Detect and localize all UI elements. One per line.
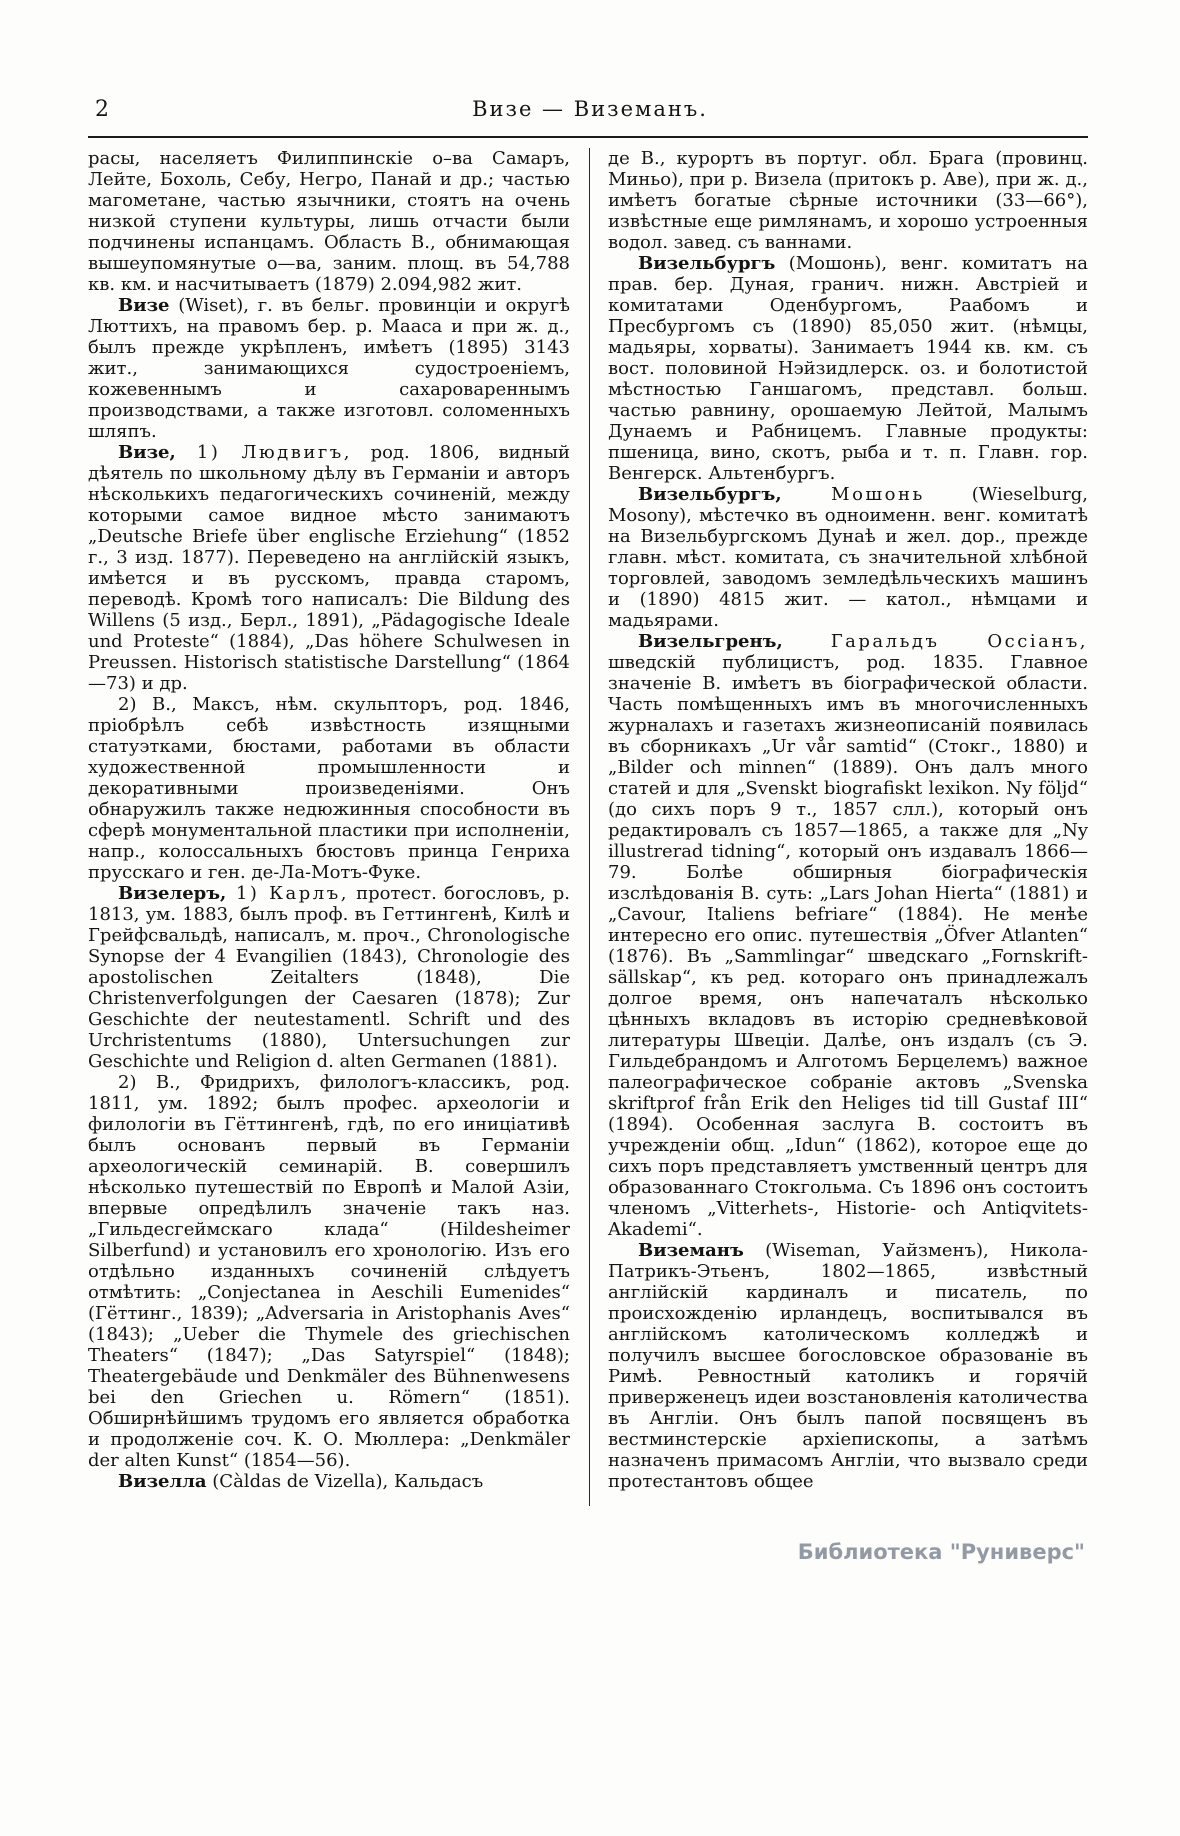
header-rule (88, 136, 1088, 138)
page-header: Визе — Виземанъ. (472, 97, 708, 121)
paragraph-text: 2) В., Максъ, нѣм. скульпторъ, род. 1846, пріобрѣлъ себѣ извѣстность изящными статуэтками, бюстами, работами въ области художественной промышленности и декоративными произведеніями. Онъ обнаружилъ также недюжинныя способности въ сферѣ монументальной пластики при исполненіи, напр., колоссальныхъ бюстовъ принца Генриха прусскаго и ген. де-Ла-Мотъ-Фуке. (88, 694, 570, 883)
entry-term: Визельбургъ (638, 253, 776, 274)
paragraph-entry (88, 1072, 570, 1471)
paragraph-entry (88, 1471, 570, 1492)
paragraph-continuation (608, 148, 1088, 253)
paragraph-text: шведскій публицистъ, род. 1835. Главное значеніе В. имѣетъ въ біографической области. Часть помѣщенныхъ имъ въ многочисленныхъ журналахъ и газетахъ жизнеописаній появилась въ сборникахъ „Ur vår samtid“ (Стокг., 1880) и „Bilder och minnen“ (1889). Онъ далъ много статей и для „Svenskt biografiskt lexikon. Ny följd“ (до сихъ поръ 9 т., 1857 слл.), который онъ редактировалъ съ 1857—1865, а также для „Ny illustrerad tidning“, который онъ издавалъ 1866—79. Болѣе обширныя біографическія изслѣдованія В. суть: „Lars Johan Hierta“ (1881) и „Cavour, Italiens befriare“ (1884). Не менѣе интересно его опис. путешествія „Öfver Atlanten“ (1876). Въ „Sammlingar“ шведскаго „Fornskrift-sällskap“, къ ред. котораго онъ принадлежалъ долгое время, онъ напечаталъ нѣсколько цѣнныхъ вкладовъ въ исторію средневѣковой литературы Швеціи. Далѣе, онъ издалъ (съ Э. Гильдебрандомъ и Алготомъ Берцелемъ) важное палеографическое собраніе актовъ „Svenska skriftprof från Erik den Heliges tid till Gustaf III“ (1894). Особенная заслуга В. состоитъ въ учрежденіи общ. „Idun“ (1862), которое еще до сихъ поръ представляетъ умственный центръ для образованнаго Стокгольма. Съ 1896 онъ состоитъ членомъ „Vitterhets-, Historie- och Antiqvitets-Akademi“. (608, 652, 1088, 1240)
entry-term: Визельбургъ, (638, 484, 782, 505)
paragraph-text: де В., курортъ въ португ. обл. Брага (провинц. Миньо), при р. Визела (притокъ р. Аве), при ж. д., имѣетъ богатые сѣрные источники (33—66°), извѣстные еще римлянамъ, и хорошо устроенныя водол. завед. съ ваннами. (608, 148, 1088, 253)
paragraph-text: (Wiseman, Уайзменъ), Никола-Патрикъ-Этьенъ, 1802—1865, извѣстный англійскій кардиналъ и писатель, по происхожденію ирландецъ, воспитывался въ англійскомъ католическомъ колледжѣ и получилъ высшее богословское образованіе въ Римѣ. Ревностный католикъ и горячій приверженецъ идеи возстановленія католичества въ Англіи. Онъ былъ папой посвященъ въ вестминстерскіе архіепископы, а затѣмъ назначенъ примасомъ Англіи, что вызвало среди протестантовъ общее (608, 1240, 1088, 1492)
paragraph-text: (Wiset), г. въ бельг. провинціи и округѣ Люттихъ, на правомъ бер. р. Мааса и при ж. д., былъ прежде укрѣпленъ, имѣетъ (1895) 3143 жит., занимающихся судостроеніемъ, кожевеннымъ и сахаровареннымъ производствами, а также изготовл. соломенныхъ шляпъ. (88, 295, 570, 442)
paragraph-entry (608, 484, 1088, 631)
paragraph-entry (608, 631, 1088, 1240)
entry-name: 1) Людвигъ, (175, 442, 352, 463)
paragraph-text: род. 1806, видный дѣятель по школьному дѣлу въ Германіи и авторъ нѣсколькихъ педагогическихъ сочиненій, между которыми самое видное мѣсто занимаютъ „Deutsche Briefe über englische Erziehung“ (1852 г., 3 изд. 1877). Переведено на англійскій языкъ, имѣется и въ русскомъ, правда старомъ, переводѣ. Кромѣ того написалъ: Die Bildung des Willens (5 изд., Берл., 1891), „Pädagogische Ideale und Proteste“ (1884), „Das höhere Schulwesen in Preussen. Historisch statistische Darstellung“ (1864—73) и др. (88, 442, 570, 694)
entry-name: 1) Карлъ, (226, 883, 349, 904)
paragraph-entry (88, 694, 570, 883)
paragraph-text: 2) В., Фридрихъ, филологъ-классикъ, род. 1811, ум. 1892; былъ профес. археологіи и филологіи въ Гёттингенѣ, гдѣ, по его иниціативѣ былъ основанъ первый въ Германіи археологическій семинарій. В. совершилъ нѣсколько путешествій по Европѣ и Малой Азіи, впервые опредѣлилъ значеніе такъ наз. „Гильдесгеймскаго клада“ (Hildesheimer Silberfund) и установилъ его хронологію. Изъ его отдѣльно изданныхъ сочиненій слѣдуетъ отмѣтить: „Conjectanea in Aeschili Eumenides“ (Гёттинг., 1839); „Adversaria in Aristophanis Aves“ (1843); „Ueber die Thymele des griechischen Theaters“ (1847); „Das Satyrspiel“ (1848); Theatergebäude und Denkmäler des Bühnenwesens bei den Griechen u. Römern“ (1851). Обширнѣйшимъ трудомъ его является обработка и продолженіе соч. К. О. Мюллера: „Denkmäler der alten Kunst“ (1854—56). (88, 1072, 570, 1471)
paragraph-text: (Мошонь), венг. комитатъ на прав. бер. Дуная, гранич. нижн. Австріей и комитатами Оденбургомъ, Раабомъ и Пресбургомъ съ (1890) 85,050 жит. (нѣмцы, мадьяры, хорваты). Занимаетъ 1944 кв. км. съ вост. половиной Нэйзидлерск. оз. и болотистой мѣстностью Ганшагомъ, представл. больш. частью равнину, орошаемую Лейтой, Малымъ Дунаемъ и Рабницемъ. Главные продукты: пшеница, вино, скотъ, рыба и т. п. Главн. гор. Венгерск. Альтенбургъ. (608, 253, 1088, 484)
entry-term: Визе (118, 295, 170, 316)
library-watermark: Библиотека "Руниверс" (797, 1540, 1085, 1564)
paragraph-entry (88, 295, 570, 442)
entry-name: Гаральдъ Оссіанъ, (782, 631, 1088, 652)
page-number: 2 (95, 97, 109, 122)
paragraph-entry (88, 442, 570, 694)
paragraph-entry (608, 253, 1088, 484)
left-column (88, 148, 570, 1513)
entry-term: Виземанъ (638, 1240, 744, 1261)
entry-term: Визелеръ, (118, 883, 227, 904)
entry-term: Визельгренъ, (638, 631, 783, 652)
entry-term: Визе, (118, 442, 176, 463)
entry-term: Визелла (118, 1471, 207, 1492)
right-column (608, 148, 1088, 1513)
entry-name: Мошонь (781, 484, 925, 505)
paragraph-entry (88, 883, 570, 1072)
paragraph-text: (Wieselburg, Mosony), мѣстечко въ одноименн. венг. комитатѣ на Визельбургскомъ Дунаѣ и жел. дор., прежде главн. мѣст. комитата, съ значительной хлѣбной торговлей, заводомъ земледѣльческихъ машинъ и (1890) 4815 жит. — катол., нѣмцами и мадьярами. (608, 484, 1088, 631)
paragraph-continuation (88, 148, 570, 295)
paragraph-text: расы, населяетъ Филиппинскіе о–ва Самаръ, Лейте, Бохоль, Себу, Негро, Панай и др.; частью магометане, частью язычники, стоятъ на очень низкой ступени культуры, лишь отчасти были подчинены испанцамъ. Область В., обнимающая вышеупомянутые о—ва, заним. площ. въ 54,788 кв. км. и насчитываетъ (1879) 2.094,982 жит. (88, 148, 570, 295)
text-columns (88, 148, 1088, 1513)
paragraph-text: протест. богословъ, р. 1813, ум. 1883, былъ проф. въ Геттингенѣ, Килѣ и Грейфсвальдѣ, написалъ, м. проч., Chronologische Synopse der 4 Evangilien (1843), Chronologie des apostolischen Zeitalters (1848), Die Christenverfolgungen der Caesaren (1878); Zur Geschichte der neutestamentl. Schrift und des Urchristentums (1880), Untersuchungen zur Geschichte und Religion d. alten Germanen (1881). (88, 883, 570, 1072)
paragraph-entry (608, 1240, 1088, 1492)
paragraph-text: (Càldas de Vizella), Кальдасъ (206, 1471, 484, 1492)
